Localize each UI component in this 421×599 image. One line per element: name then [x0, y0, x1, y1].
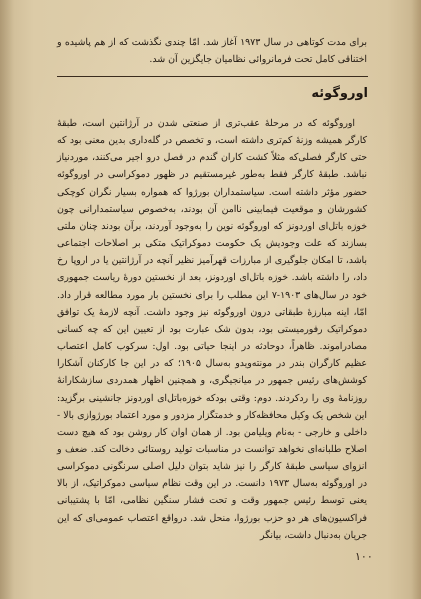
page-right-shadow: [411, 0, 421, 599]
page-number: ۱۰۰: [355, 550, 373, 563]
page-left-shadow: [0, 0, 14, 599]
section-divider: [57, 76, 368, 77]
body-paragraph: اوروگوئه که در مرحلهٔ عقب‌تری از صنعتی شدن در آرژانتین است، طبقهٔ کارگر همیشه وزنهٔ کم‌تری داشته است، و تخصص در گله‌داری بدین معنی بود که حتی کارگر فصلی‌که مثلاً کشت کاران گندم در فصل درو اجیر می‌کنند، موردنیاز نباشد. طبقهٔ کارگر فقط به‌طور غیرمستقیم در ظهور دموکراسی در اوروگوئه حضور مؤثر داشته است. سیاستمداران بورژوا که همواره بسیار نگران کوچکی کشورشان و موقعیت فیمابینی ناامن آن بودند، به‌خصوص سیاستمدارانی چون خوزه باتل‌ای اوردونز که اوروگوئه نوین را به‌وجود آوردند، برآن بودند چنان ملتی بسازند که علت وجودیش یک حکومت دموکراتیک متکی بر اصلاحات اجتماعی باشد، تا امکان جلوگیری از مبارزات قهرآمیز نظیر آنچه در آرژانتین یا در اروپا رخ داد، را داشته باشد. خوزه باتل‌ای اوردونز، بعد از نخستین دورهٔ ریاست جمهوری خود در سال‌های ۱۹۰۳-۷ این مطلب را برای نخستین بار مورد مطالعه قرار داد. امّا، اینه مبارزهٔ طبقاتی درون اوروگوئه نیز وجود داشت. آنچه لازمهٔ یک توافق دموکراتیک رفورمیستی بود، بدون شک عبارت بود از تعیین این که چه کسانی مصادراموند. ظاهراً، دوحادثه در اینجا حیاتی بود. اول: سرکوب کامل اعتصاب عظیم کارگران بندر در مونته‌ویدو به‌سال ۱۹۰۵؛ که در این جا کارکنان آشکارا کوشش‌های رئیس جمهور در میانجیگری، و همچنین اظهار همدردی سازشکارانهٔ روزنامهٔ وی را ردکردند. دوم: وقتی بودکه خوزه‌باتل‌ای اوردونز جانشینی برگزید: این شخص یک وکیل محافظه‌کار و خدمتگزار مزدور و مورد اعتماد بورژوازی بالا - داخلی و خارجی - به‌نام ویلیامن بود. از همان اوان کار روشن بود که هیچ دست اصلاح طلبانه‌ای نخواهد توانست در مناسبات تولید روستائی دخالت کند. ضعف و انزوای سیاسی طبقهٔ کارگر را نیز شاید بتوان دلیل اصلی سرنگونی دموکراسی در اوروگوئه به‌سال ۱۹۷۳ دانست. در این وقت نظام سیاسی دموکراتیک، از بالا یعنی توسط رئیس جمهور وقت و تحت فشار سنگین نظامی، امّا با پشتیبانی فراکسیون‌های هر دو حزب بورژوا، منحل شد. درواقع اعتصاب عمومی‌ای که این جریان به‌دنبال داشت، بیانگر: [57, 118, 367, 541]
section-heading: اوروگوئه: [311, 86, 368, 101]
section-body: [57, 115, 367, 544]
intro-paragraph: برای مدت کوتاهی در سال ۱۹۷۳ آغاز شد. امّا چندی نگذشت که از هم پاشیده و اختناقی کامل تحت فرمانروائی نظامیان جایگزین آن شد.: [57, 37, 367, 66]
